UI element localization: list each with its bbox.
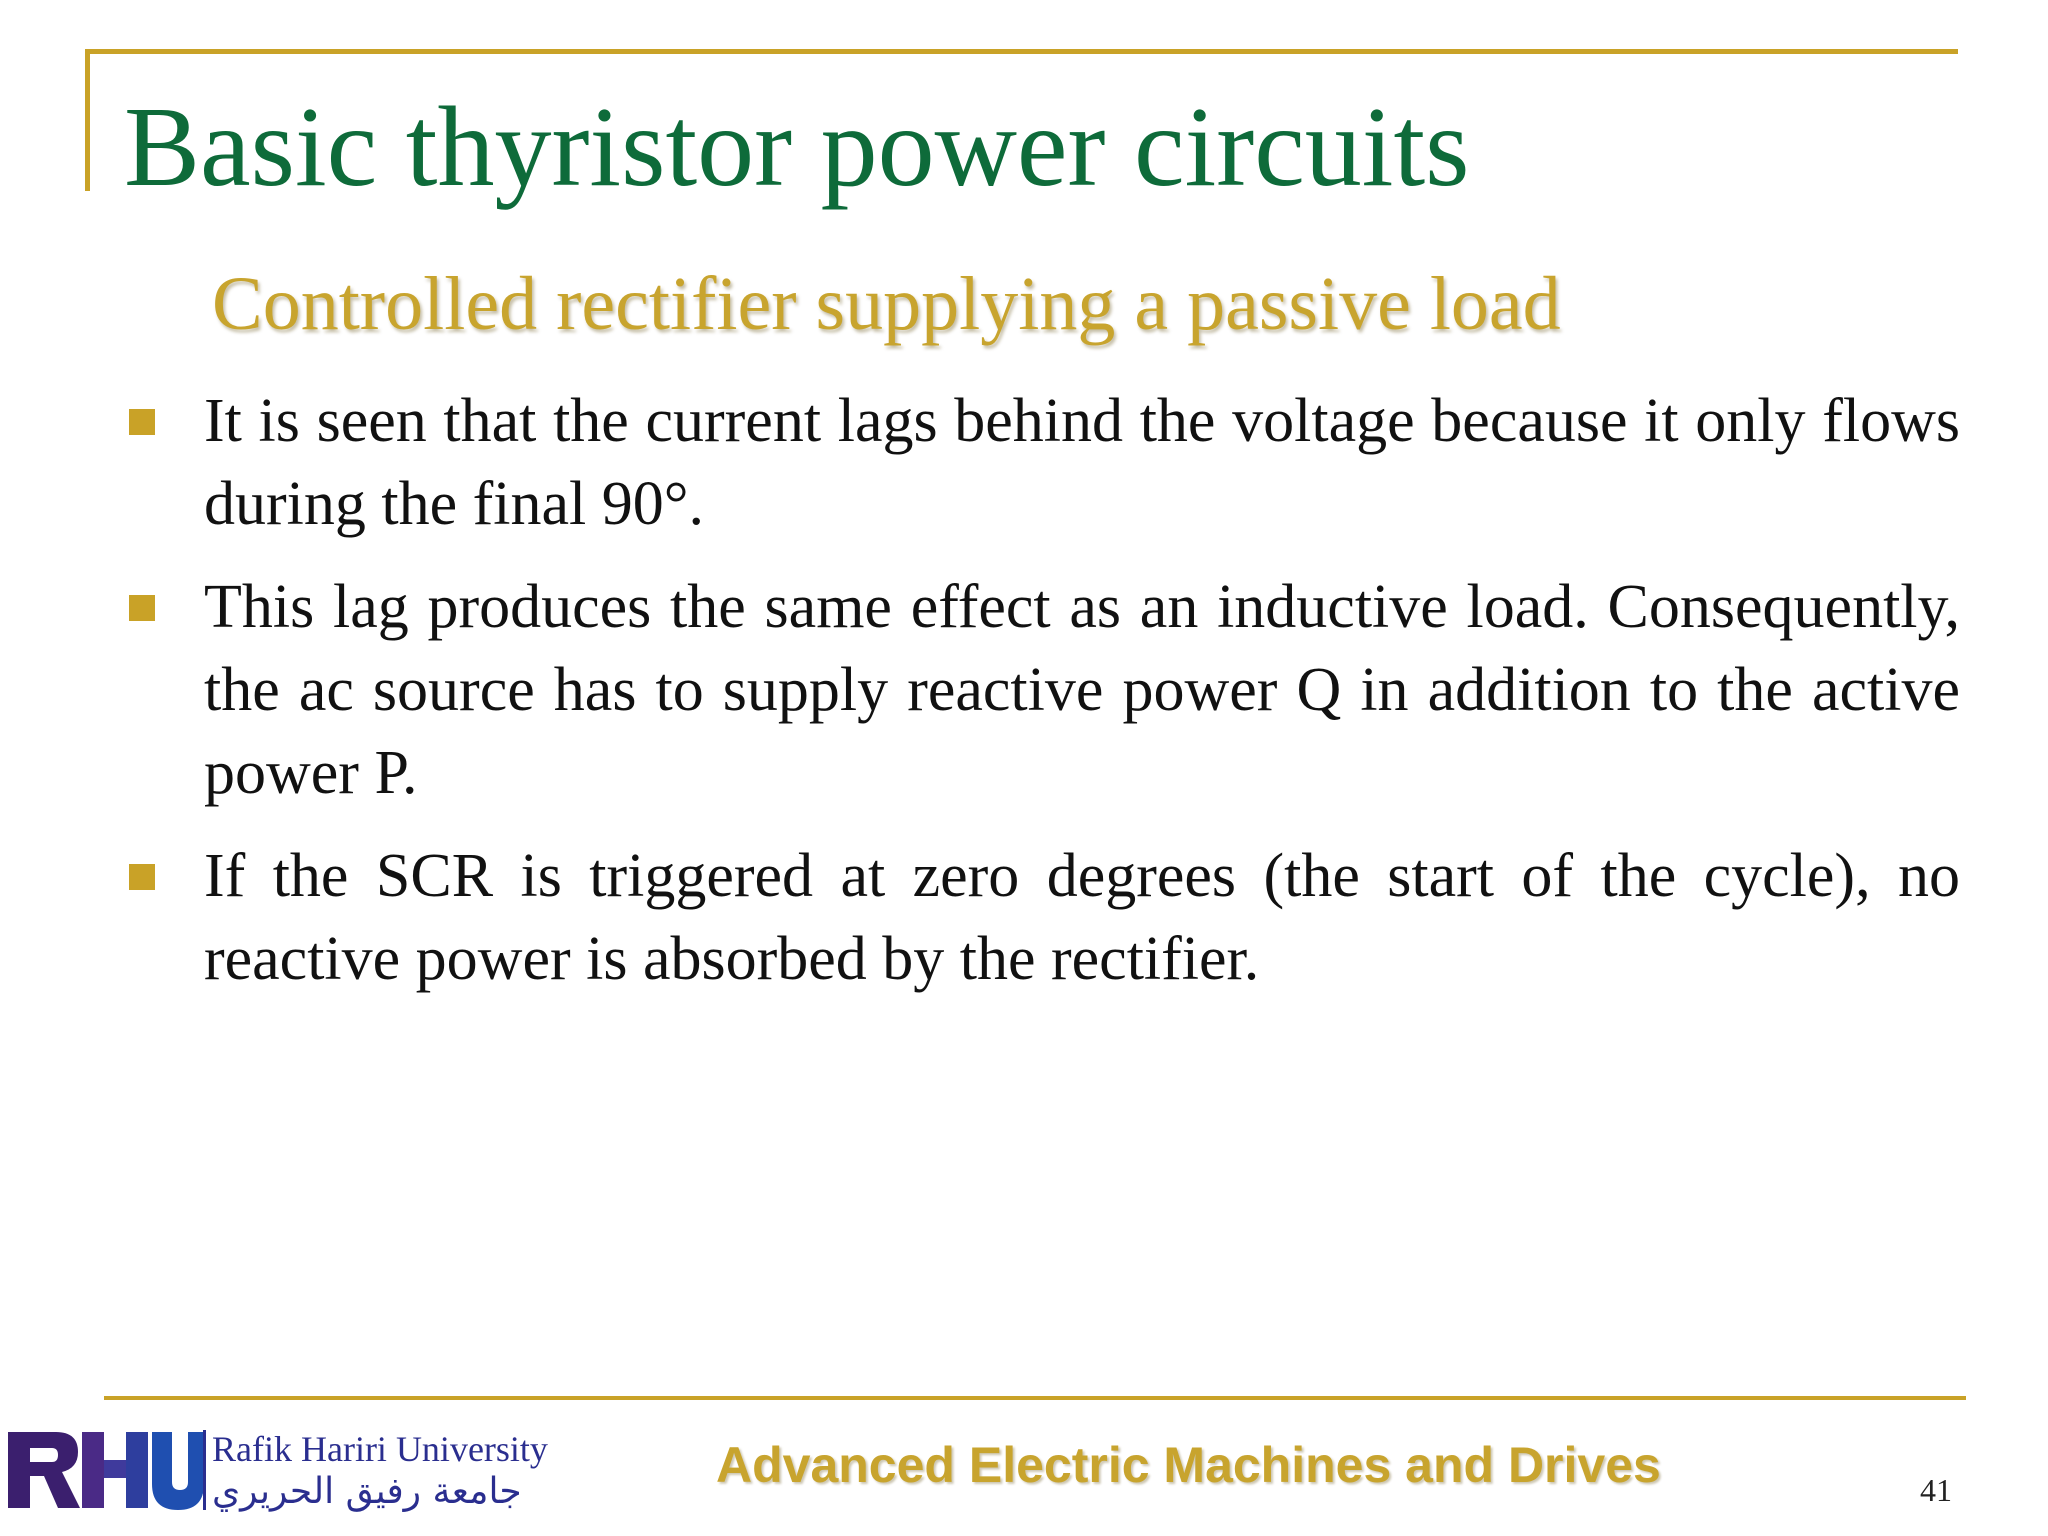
- slide-subtitle: Controlled rectifier supplying a passive load: [212, 262, 1561, 346]
- square-bullet-icon: [129, 864, 155, 890]
- footer-rule: [104, 1396, 1966, 1400]
- square-bullet-icon: [129, 595, 155, 621]
- rhu-logo-icon: [8, 1424, 204, 1514]
- bullet-text: This lag produces the same effect as an inductive load. Consequently, the ac source has to supply reactive power Q in addition to the active power P.: [204, 573, 1960, 807]
- top-rule: [85, 49, 1958, 54]
- bullet-item: [120, 566, 1960, 815]
- square-bullet-icon: [129, 409, 155, 435]
- bullet-item: [120, 380, 1960, 546]
- logo-separator: [203, 1430, 206, 1510]
- left-rule: [85, 49, 90, 191]
- bullet-text: If the SCR is triggered at zero degrees (the start of the cycle), no reactive power is absorbed by the rectifier.: [204, 842, 1960, 993]
- bullet-item: [120, 835, 1960, 1001]
- page-number: 41: [1920, 1472, 1952, 1508]
- university-name-en: Rafik Hariri University: [212, 1429, 548, 1469]
- university-name-ar: جامعة رفيق الحريري: [212, 1471, 522, 1512]
- bullet-text: It is seen that the current lags behind the voltage because it only flows during the final 90°.: [204, 387, 1960, 538]
- course-title: Advanced Electric Machines and Drives: [716, 1437, 1661, 1493]
- slide-title: Basic thyristor power circuits: [124, 83, 1470, 210]
- bullet-list: [120, 380, 1960, 1021]
